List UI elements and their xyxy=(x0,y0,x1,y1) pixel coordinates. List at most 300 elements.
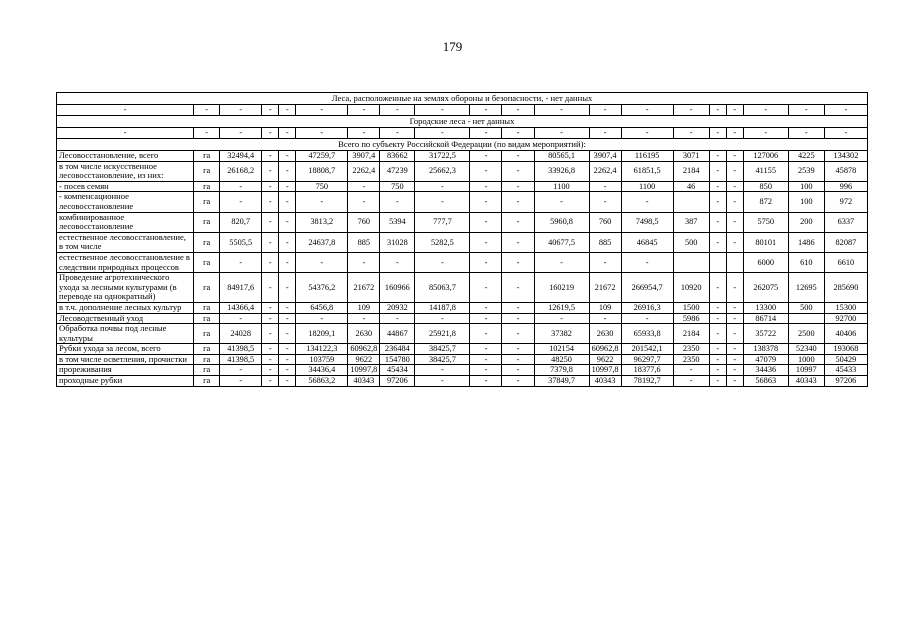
table-cell: - xyxy=(348,181,380,192)
table-cell: - xyxy=(502,273,534,303)
table-cell: 116195 xyxy=(621,151,673,162)
table-cell: - xyxy=(502,181,534,192)
table-cell: 41398,5 xyxy=(220,354,262,365)
table-cell: 40343 xyxy=(589,376,621,387)
table-cell: 5750 xyxy=(743,212,788,232)
table-cell: 6456,8 xyxy=(296,302,348,313)
table-cell: 24637,8 xyxy=(296,232,348,252)
table-cell: - xyxy=(534,313,589,324)
table-cell: - xyxy=(279,302,296,313)
table-cell: - xyxy=(621,105,673,116)
activity-name: - компенсационное лесовосстановление xyxy=(57,192,194,212)
table-cell: - xyxy=(709,151,726,162)
table-cell: - xyxy=(470,376,502,387)
table-cell: - xyxy=(262,344,279,355)
table-cell: - xyxy=(296,128,348,139)
table-cell: - xyxy=(726,161,743,181)
table-cell: - xyxy=(220,128,262,139)
table-cell: 750 xyxy=(380,181,415,192)
forest-activities-table xyxy=(56,92,868,387)
table-cell: - xyxy=(502,232,534,252)
table-row xyxy=(57,273,868,303)
table-cell: 134302 xyxy=(824,151,867,162)
table-cell: - xyxy=(415,252,470,272)
table-cell: - xyxy=(194,128,220,139)
activity-name: проходные рубки xyxy=(57,376,194,387)
activity-name: естественное лесовосстановление, в том числе xyxy=(57,232,194,252)
table-cell: - xyxy=(502,344,534,355)
table-row xyxy=(57,365,868,376)
table-cell: 2350 xyxy=(673,354,709,365)
table-cell: - xyxy=(279,344,296,355)
table-cell: - xyxy=(220,252,262,272)
table-cell: 10920 xyxy=(673,273,709,303)
table-cell: 24028 xyxy=(220,324,262,344)
table-cell: 2539 xyxy=(788,161,824,181)
table-cell: 134122,3 xyxy=(296,344,348,355)
table-cell: - xyxy=(220,365,262,376)
table-cell: - xyxy=(502,105,534,116)
table-cell: - xyxy=(726,192,743,212)
table-cell: - xyxy=(57,105,194,116)
table-cell: 80565,1 xyxy=(534,151,589,162)
table-cell: - xyxy=(348,252,380,272)
table-cell: - xyxy=(470,324,502,344)
table-cell: 885 xyxy=(348,232,380,252)
table-row xyxy=(57,192,868,212)
table-cell: 200 xyxy=(788,212,824,232)
table-cell: 45433 xyxy=(824,365,867,376)
table-cell: 50429 xyxy=(824,354,867,365)
table-cell: 97206 xyxy=(824,376,867,387)
table-cell: - xyxy=(262,212,279,232)
table-cell: - xyxy=(726,354,743,365)
table-cell: 26168,2 xyxy=(220,161,262,181)
table-cell: 3907,4 xyxy=(589,151,621,162)
table-cell: - xyxy=(470,354,502,365)
table-cell: - xyxy=(726,376,743,387)
table-cell: 100 xyxy=(788,181,824,192)
table-cell: - xyxy=(415,128,470,139)
table-cell: - xyxy=(262,151,279,162)
table-cell: - xyxy=(502,161,534,181)
table-cell: 102154 xyxy=(534,344,589,355)
table-cell: - xyxy=(470,302,502,313)
table-cell: 2262,4 xyxy=(348,161,380,181)
table-cell: 52340 xyxy=(788,344,824,355)
table-cell: 6337 xyxy=(824,212,867,232)
table-cell: 41398,5 xyxy=(220,344,262,355)
activity-name: - посев семян xyxy=(57,181,194,192)
table-cell: - xyxy=(534,192,589,212)
activity-name: Рубки ухода за лесом, всего xyxy=(57,344,194,355)
table-cell: га xyxy=(194,192,220,212)
table-cell: - xyxy=(262,365,279,376)
table-cell: га xyxy=(194,273,220,303)
table-cell: 37849,7 xyxy=(534,376,589,387)
table-cell: - xyxy=(621,192,673,212)
table-cell: - xyxy=(470,128,502,139)
activity-name: Проведение агротехнического ухода за лесными культурами (в переводе на однократный) xyxy=(57,273,194,303)
table-cell: 38425,7 xyxy=(415,344,470,355)
table-row xyxy=(57,151,868,162)
table-cell: - xyxy=(534,128,589,139)
table-cell: - xyxy=(726,181,743,192)
table-cell: 10997,8 xyxy=(589,365,621,376)
table-cell: - xyxy=(380,252,415,272)
table-cell: - xyxy=(589,105,621,116)
table-cell: - xyxy=(415,376,470,387)
table-cell: - xyxy=(534,105,589,116)
table-cell: - xyxy=(709,324,726,344)
table-cell: 777,7 xyxy=(415,212,470,232)
table-cell: - xyxy=(502,313,534,324)
table-cell: 25921,8 xyxy=(415,324,470,344)
table-cell: 193068 xyxy=(824,344,867,355)
table-cell: - xyxy=(726,212,743,232)
table-cell: 5282,5 xyxy=(415,232,470,252)
table-cell: 2500 xyxy=(788,324,824,344)
table-cell: - xyxy=(279,273,296,303)
table-cell: 41155 xyxy=(743,161,788,181)
table-cell: 14187,8 xyxy=(415,302,470,313)
table-cell: 12695 xyxy=(788,273,824,303)
table-cell: 500 xyxy=(673,232,709,252)
table-cell: - xyxy=(279,151,296,162)
table-cell: 35722 xyxy=(743,324,788,344)
table-cell: - xyxy=(621,128,673,139)
table-cell: 885 xyxy=(589,232,621,252)
table-cell: - xyxy=(673,105,709,116)
table-cell: - xyxy=(279,313,296,324)
table-cell: 2184 xyxy=(673,324,709,344)
table-cell: - xyxy=(296,105,348,116)
table-cell: - xyxy=(726,105,743,116)
table-cell: - xyxy=(470,181,502,192)
table-cell xyxy=(726,252,743,272)
table-row xyxy=(57,324,868,344)
table-cell: 80101 xyxy=(743,232,788,252)
table-cell: 7379,8 xyxy=(534,365,589,376)
table-cell: 97206 xyxy=(380,376,415,387)
section-banner-row xyxy=(57,93,868,105)
table-cell: - xyxy=(788,128,824,139)
table-cell: - xyxy=(502,252,534,272)
table-cell: 40677,5 xyxy=(534,232,589,252)
table-cell: 3813,2 xyxy=(296,212,348,232)
table-cell: - xyxy=(279,192,296,212)
table-cell: - xyxy=(262,302,279,313)
table-cell: 5986 xyxy=(673,313,709,324)
table-cell: - xyxy=(470,192,502,212)
table-cell: 201542,1 xyxy=(621,344,673,355)
table-row xyxy=(57,354,868,365)
table-cell: - xyxy=(743,105,788,116)
table-cell: 1500 xyxy=(673,302,709,313)
table-cell: 160219 xyxy=(534,273,589,303)
table-cell: - xyxy=(709,212,726,232)
table-cell: - xyxy=(673,376,709,387)
table-cell: 21672 xyxy=(348,273,380,303)
table-cell: 972 xyxy=(824,192,867,212)
table-cell: - xyxy=(262,252,279,272)
table-cell: 40406 xyxy=(824,324,867,344)
table-cell: - xyxy=(220,181,262,192)
table-cell: - xyxy=(262,181,279,192)
table-cell: 820,7 xyxy=(220,212,262,232)
table-cell: - xyxy=(470,344,502,355)
table-cell: - xyxy=(279,105,296,116)
table-cell: га xyxy=(194,354,220,365)
table-cell: 40343 xyxy=(788,376,824,387)
table-cell: га xyxy=(194,344,220,355)
table-cell: 46 xyxy=(673,181,709,192)
table-cell: - xyxy=(296,313,348,324)
table-cell: га xyxy=(194,252,220,272)
table-cell: - xyxy=(824,128,867,139)
table-cell: - xyxy=(415,181,470,192)
table-cell: - xyxy=(380,105,415,116)
table-cell: 92700 xyxy=(824,313,867,324)
table-cell: - xyxy=(709,376,726,387)
table-cell: 4225 xyxy=(788,151,824,162)
table-cell: - xyxy=(279,161,296,181)
table-cell: 100 xyxy=(788,192,824,212)
table-cell: 65933,8 xyxy=(621,324,673,344)
table-row xyxy=(57,181,868,192)
table-cell: 31722,5 xyxy=(415,151,470,162)
table-cell: - xyxy=(279,324,296,344)
table-cell: - xyxy=(726,344,743,355)
table-cell: 14366,4 xyxy=(220,302,262,313)
table-cell: - xyxy=(279,212,296,232)
table-cell: - xyxy=(709,302,726,313)
table-cell: - xyxy=(534,252,589,272)
table-cell: 2630 xyxy=(348,324,380,344)
table-cell: 47079 xyxy=(743,354,788,365)
table-cell: - xyxy=(380,192,415,212)
table-cell: - xyxy=(824,105,867,116)
table-cell: - xyxy=(726,151,743,162)
table-cell: - xyxy=(262,313,279,324)
table-row xyxy=(57,302,868,313)
table-cell: 34436 xyxy=(743,365,788,376)
table-cell: 1100 xyxy=(621,181,673,192)
table-cell: 60962,8 xyxy=(589,344,621,355)
activity-name: Обработка почвы под лесные культуры xyxy=(57,324,194,344)
table-cell: 610 xyxy=(788,252,824,272)
table-cell: - xyxy=(589,192,621,212)
activity-name: комбинированное лесовосстановление xyxy=(57,212,194,232)
table-cell: 46845 xyxy=(621,232,673,252)
table-cell: - xyxy=(348,105,380,116)
table-cell: 61851,5 xyxy=(621,161,673,181)
table-cell: 127006 xyxy=(743,151,788,162)
table-cell: - xyxy=(470,252,502,272)
table-cell: 103759 xyxy=(296,354,348,365)
table-cell: 10997 xyxy=(788,365,824,376)
table-cell: - xyxy=(709,365,726,376)
table-cell: - xyxy=(262,376,279,387)
section-banner-row xyxy=(57,116,868,128)
table-cell: - xyxy=(502,212,534,232)
table-cell: - xyxy=(621,313,673,324)
table-cell: 45878 xyxy=(824,161,867,181)
section-banner: Городские леса - нет данных xyxy=(57,116,868,128)
table-cell: 34436,4 xyxy=(296,365,348,376)
activity-name: в т.ч. дополнение лесных культур xyxy=(57,302,194,313)
table-cell: 18209,1 xyxy=(296,324,348,344)
table-cell: 160966 xyxy=(380,273,415,303)
table-cell: га xyxy=(194,376,220,387)
table-cell: 1486 xyxy=(788,232,824,252)
table-cell: - xyxy=(262,324,279,344)
table-cell: 760 xyxy=(589,212,621,232)
table-cell: га xyxy=(194,181,220,192)
table-cell: - xyxy=(262,161,279,181)
page-number: 179 xyxy=(442,39,463,54)
table-cell: - xyxy=(380,128,415,139)
table-cell: га xyxy=(194,313,220,324)
table-cell: 37382 xyxy=(534,324,589,344)
table-cell: - xyxy=(262,273,279,303)
table-cell: га xyxy=(194,302,220,313)
table-cell: 760 xyxy=(348,212,380,232)
table-cell: - xyxy=(709,344,726,355)
table-cell: 13300 xyxy=(743,302,788,313)
activity-name: прореживания xyxy=(57,365,194,376)
table-cell: 33926,8 xyxy=(534,161,589,181)
table-cell: - xyxy=(673,128,709,139)
activity-name: Лесоводственный уход xyxy=(57,313,194,324)
table-cell: - xyxy=(279,354,296,365)
table-cell: - xyxy=(296,252,348,272)
table-cell: 47239 xyxy=(380,161,415,181)
table-cell: - xyxy=(470,232,502,252)
table-cell: - xyxy=(709,181,726,192)
table-cell: 48250 xyxy=(534,354,589,365)
table-cell: 109 xyxy=(589,302,621,313)
activity-name: в том числе осветления, прочистки xyxy=(57,354,194,365)
table-cell: 56863 xyxy=(743,376,788,387)
table-cell: - xyxy=(743,128,788,139)
table-cell: 1000 xyxy=(788,354,824,365)
table-cell: - xyxy=(470,212,502,232)
table-cell: 10997,8 xyxy=(348,365,380,376)
table-cell: - xyxy=(589,128,621,139)
table-cell: 38425,7 xyxy=(415,354,470,365)
table-cell: 872 xyxy=(743,192,788,212)
table-cell: - xyxy=(296,192,348,212)
table-cell: - xyxy=(502,128,534,139)
table-cell: - xyxy=(709,105,726,116)
table-cell: - xyxy=(589,252,621,272)
table-cell: - xyxy=(470,151,502,162)
table-cell: 96297,7 xyxy=(621,354,673,365)
table-cell: - xyxy=(589,181,621,192)
table-cell: 109 xyxy=(348,302,380,313)
table-cell: 83662 xyxy=(380,151,415,162)
table-cell: - xyxy=(470,105,502,116)
activity-name: в том числе искусственное лесовосстановление, из них: xyxy=(57,161,194,181)
table-cell: - xyxy=(220,376,262,387)
table-cell: 78192,7 xyxy=(621,376,673,387)
table-cell: - xyxy=(726,302,743,313)
table-cell: 86714 xyxy=(743,313,788,324)
table-cell: - xyxy=(502,365,534,376)
table-cell: - xyxy=(726,273,743,303)
table-cell: - xyxy=(279,232,296,252)
table-row xyxy=(57,232,868,252)
table-cell: - xyxy=(709,232,726,252)
activity-name: Лесовосстановление, всего xyxy=(57,151,194,162)
table-cell: 5960,8 xyxy=(534,212,589,232)
table-cell: 9622 xyxy=(589,354,621,365)
table-cell: - xyxy=(220,105,262,116)
table-cell: 2350 xyxy=(673,344,709,355)
table-cell: - xyxy=(220,192,262,212)
table-cell: - xyxy=(262,192,279,212)
table-cell: 47259,7 xyxy=(296,151,348,162)
table-cell: - xyxy=(470,365,502,376)
table-cell: га xyxy=(194,324,220,344)
activity-name: естественное лесовосстановление в следствии природных процессов xyxy=(57,252,194,272)
table-cell: га xyxy=(194,365,220,376)
table-cell: 996 xyxy=(824,181,867,192)
table-cell: 84917,6 xyxy=(220,273,262,303)
table-cell: - xyxy=(415,105,470,116)
table-cell: га xyxy=(194,151,220,162)
table-cell: 18377,6 xyxy=(621,365,673,376)
table-cell: 285690 xyxy=(824,273,867,303)
table-cell xyxy=(709,252,726,272)
table-cell: - xyxy=(348,313,380,324)
table-cell xyxy=(673,192,709,212)
total-banner: Всего по субъекту Российской Федерации (по видам мероприятий): xyxy=(57,139,868,151)
table-cell: - xyxy=(262,354,279,365)
table-cell: 2630 xyxy=(589,324,621,344)
table-cell: 850 xyxy=(743,181,788,192)
table-cell: 138378 xyxy=(743,344,788,355)
table-cell: - xyxy=(279,128,296,139)
table-cell: 31028 xyxy=(380,232,415,252)
table-cell: - xyxy=(621,252,673,272)
table-cell: - xyxy=(726,313,743,324)
table-cell: - xyxy=(709,273,726,303)
table-cell: 15300 xyxy=(824,302,867,313)
table-cell: га xyxy=(194,212,220,232)
table-cell: 21672 xyxy=(589,273,621,303)
table-cell: 262075 xyxy=(743,273,788,303)
table-cell xyxy=(673,252,709,272)
table-cell: - xyxy=(279,365,296,376)
table-cell: 82087 xyxy=(824,232,867,252)
table-cell: 18808,7 xyxy=(296,161,348,181)
table-cell: 2184 xyxy=(673,161,709,181)
table-cell: 6000 xyxy=(743,252,788,272)
table-cell: 5505,5 xyxy=(220,232,262,252)
table-cell: 3907,4 xyxy=(348,151,380,162)
table-cell: - xyxy=(470,313,502,324)
table-cell: 32494,4 xyxy=(220,151,262,162)
table-row xyxy=(57,344,868,355)
table-cell: 25662,3 xyxy=(415,161,470,181)
table-cell: 6610 xyxy=(824,252,867,272)
table-cell: - xyxy=(415,365,470,376)
table-cell: - xyxy=(502,376,534,387)
table-cell: - xyxy=(502,302,534,313)
table-cell: - xyxy=(726,365,743,376)
